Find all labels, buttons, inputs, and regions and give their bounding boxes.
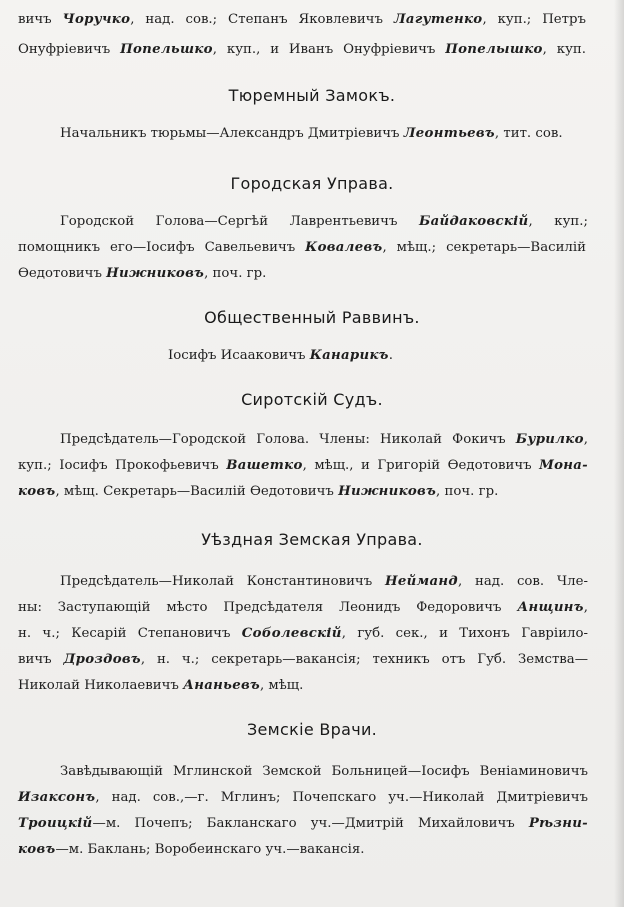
text: —м. Баклань; Воробеинскаго уч.—вакансія. xyxy=(55,842,365,857)
text: Начальникъ тюрьмы—Александръ Дмитріевичъ xyxy=(60,126,404,141)
text: Предсѣдатель—Городской Голова. Члены: Николай Фокичъ xyxy=(60,432,516,447)
section-heading-orphan-court: Сиротскій Судъ. xyxy=(241,390,383,409)
surname: Попельшко xyxy=(120,42,213,57)
page-edge-shadow xyxy=(614,0,624,907)
text: , xyxy=(583,432,588,447)
text: , куп.; xyxy=(528,214,588,229)
text: —м. Почепъ; Бакланскаго уч.—Дмитрій Михайловичъ xyxy=(92,816,529,831)
surname: Изаксонъ xyxy=(18,790,96,805)
text-line xyxy=(18,484,498,500)
surname: Канарикъ xyxy=(309,348,389,363)
text: , над. сов. Чле- xyxy=(457,574,588,589)
surname: Мона- xyxy=(539,458,588,473)
text-line xyxy=(18,458,588,474)
text-line xyxy=(60,764,588,780)
surname: Чоручко xyxy=(62,12,131,27)
surname: Ковалевъ xyxy=(305,240,383,255)
text-line xyxy=(60,574,588,590)
text-line xyxy=(18,12,586,28)
text: , над. сов.,—г. Мглинъ; Почепскаго уч.—Николай Дмитріевичъ xyxy=(95,790,588,805)
text: , мѣщ. xyxy=(259,678,304,693)
text: Ѳедотовичъ xyxy=(18,266,107,281)
surname: Байдаковскій xyxy=(418,214,529,229)
surname: Дроздовъ xyxy=(63,652,141,667)
text-line xyxy=(18,600,588,616)
text: н. ч.; Кесарій Степановичъ xyxy=(18,626,242,641)
section-heading-city-council: Городская Управа. xyxy=(230,174,394,193)
text: куп.; Іосифъ Прокофьевичъ xyxy=(18,458,227,473)
text-line xyxy=(168,348,393,364)
text: вичъ xyxy=(18,12,63,27)
text-line xyxy=(60,126,563,142)
surname: Ананьевъ xyxy=(183,678,260,693)
text-line xyxy=(18,652,588,668)
section-heading-zemstvo-doctors: Земскіе Врачи. xyxy=(246,720,378,739)
text: , поч. гр. xyxy=(204,266,267,281)
surname: Лагутенко xyxy=(393,12,483,27)
text: , куп., и Иванъ Онуфріевичъ xyxy=(212,42,446,57)
text: , мѣщ. Секретарь—Василій Ѳедотовичъ xyxy=(55,484,339,499)
surname: Вашетко xyxy=(226,458,303,473)
surname: Нейманд xyxy=(384,574,458,589)
text: ны: Заступающій мѣсто Предсѣдателя Леонидъ Федоровичъ xyxy=(18,600,518,615)
text: Онуфріевичъ xyxy=(18,42,121,57)
surname: Рѣзни- xyxy=(528,816,588,831)
surname: ковъ xyxy=(18,484,56,499)
text: , поч. гр. xyxy=(436,484,499,499)
surname: Леонтьевъ xyxy=(403,126,495,141)
text: , куп.; Петръ xyxy=(482,12,586,27)
text: Завѣдывающій Мглинской Земской Больницей—Іосифъ Веніаминовичъ xyxy=(60,764,588,779)
text: помощникъ его—Іосифъ Савельевичъ xyxy=(18,240,306,255)
surname: Нижниковъ xyxy=(338,484,437,499)
surname: ковъ xyxy=(18,842,56,857)
surname: Попелышко xyxy=(445,42,543,57)
surname: Соболевскій xyxy=(241,626,342,641)
text-line xyxy=(18,678,303,694)
text-line xyxy=(18,266,266,282)
surname: Троицкій xyxy=(18,816,93,831)
text-line xyxy=(18,626,588,642)
text: Николай Николаевичъ xyxy=(18,678,184,693)
text: вичъ xyxy=(18,652,64,667)
surname: Бурилко xyxy=(515,432,584,447)
text-line xyxy=(60,432,588,448)
text: , над. сов.; Степанъ Яковлевичъ xyxy=(130,12,394,27)
text: . xyxy=(388,348,393,363)
section-heading-prison: Тюремный Замокъ. xyxy=(228,86,396,105)
section-heading-rabbi: Общественный Раввинъ. xyxy=(204,308,420,327)
section-heading-district-zemstvo: Уѣздная Земская Управа. xyxy=(201,530,423,549)
text-line xyxy=(18,816,588,832)
text: , мѣщ., и Григорій Ѳедотовичъ xyxy=(302,458,540,473)
surname: Нижниковъ xyxy=(106,266,205,281)
text-line xyxy=(18,790,588,806)
surname: Анщинъ xyxy=(517,600,584,615)
text: , xyxy=(583,600,588,615)
text-line xyxy=(60,214,588,230)
text: Городской Голова—Сергѣй Лаврентьевичъ xyxy=(60,214,419,229)
text-line xyxy=(18,842,365,858)
text: , тит. сов. xyxy=(494,126,563,141)
text: , губ. сек., и Тихонъ Гавріило- xyxy=(341,626,588,641)
text: Предсѣдатель—Николай Константиновичъ xyxy=(60,574,385,589)
text: , куп. xyxy=(542,42,586,57)
text-line xyxy=(18,240,586,256)
text: , н. ч.; секретарь—вакансія; техникъ отъ Губ. Земства— xyxy=(140,652,589,667)
text: Іосифъ Исааковичъ xyxy=(168,348,310,363)
text: , мѣщ.; секретарь—Василій xyxy=(382,240,586,255)
text-line xyxy=(18,42,586,58)
